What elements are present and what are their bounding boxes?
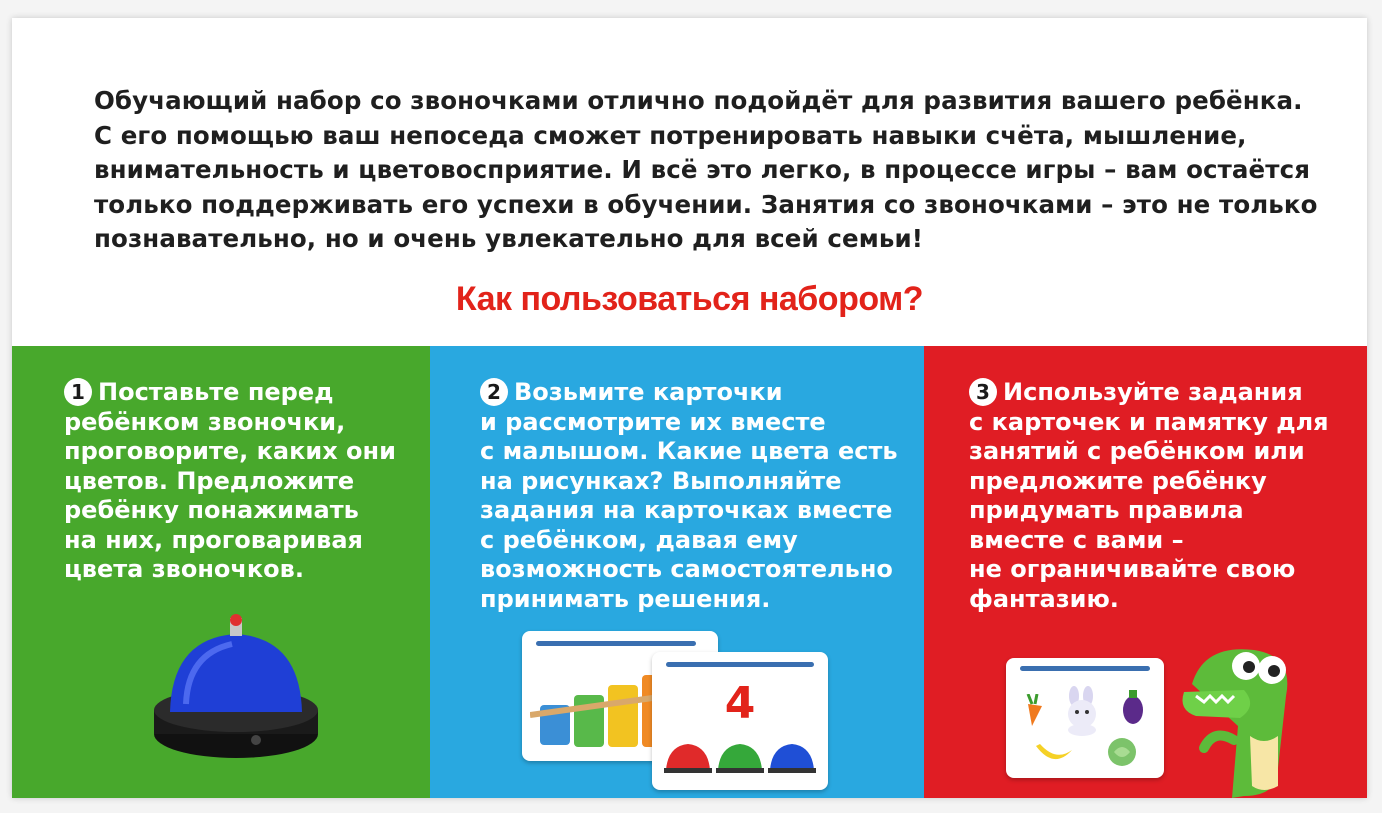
step-3-text: [969, 378, 1329, 614]
activity-card-number: [652, 652, 828, 790]
step-1-text: [64, 378, 396, 585]
step-line: Используйте задания: [1003, 378, 1303, 406]
intro-line: Обучающий набор со звоночками отлично подойдёт для развития вашего ребёнка.: [94, 86, 1303, 115]
usage-heading: Как пользоваться набором?: [455, 280, 924, 318]
step-line: фантазию.: [969, 584, 1119, 613]
step-line: с ребёнком, давая ему: [480, 525, 798, 554]
step-number-badge: 2: [480, 378, 508, 406]
step-line: вместе с вами –: [969, 525, 1184, 554]
step-line: цветов. Предложите: [64, 466, 355, 495]
cabbage-icon: [1106, 736, 1138, 768]
step-line: на них, проговаривая: [64, 525, 363, 554]
step-line: цвета звоночков.: [64, 555, 304, 583]
bell-icon: [662, 740, 818, 776]
step-line: возможность самостоятельно: [480, 555, 893, 583]
step-line: ребёнку понажимать: [64, 496, 359, 524]
step-line: предложите ребёнку: [969, 466, 1267, 495]
step-panel-3: [924, 346, 1367, 798]
step-line: с карточек и памятку для: [969, 407, 1329, 436]
package-back: [12, 18, 1367, 798]
step-line: придумать правила: [969, 496, 1244, 524]
step-line: ребёнком звоночки,: [64, 407, 346, 436]
step-panel-2: [430, 346, 924, 798]
step-line: занятий с ребёнком или: [969, 437, 1305, 465]
step-2-text: [480, 378, 898, 614]
card-digit: 4: [724, 678, 756, 729]
step-line: Поставьте перед: [98, 378, 334, 406]
banana-icon: [1034, 740, 1074, 768]
step-line: принимать решения.: [480, 584, 771, 613]
step-panel-1: [12, 346, 430, 798]
carrot-icon: [1020, 694, 1048, 728]
bunny-icon: [1060, 686, 1104, 736]
step-line: не ограничивайте свою: [969, 555, 1296, 583]
step-number-badge: 1: [64, 378, 92, 406]
intro-line: только поддерживать его успехи в обучении. Занятия со звоночками – это не только: [94, 189, 1318, 219]
eggplant-icon: [1120, 688, 1146, 726]
intro-text: [94, 84, 1318, 257]
activity-card-vegetables: [1006, 658, 1164, 778]
step-line: на рисунках? Выполняйте: [480, 466, 842, 495]
step-line: проговорите, каких они: [64, 437, 396, 465]
step-line: и рассмотрите их вместе: [480, 407, 826, 436]
intro-line: внимательность и цветовосприятие. И всё это легко, в процессе игры – вам остаётся: [94, 155, 1311, 184]
blue-bell-icon: [152, 614, 322, 764]
step-line: с малышом. Какие цвета есть: [480, 437, 898, 465]
intro-line: познавательно, но и очень увлекательно для всей семьи!: [94, 224, 924, 253]
intro-line: С его помощью ваш непоседа сможет потренировать навыки счёта, мышление,: [94, 120, 1247, 150]
step-number-badge: 3: [969, 378, 997, 406]
crocodile-icon: [1174, 636, 1314, 798]
step-line: задания на карточках вместе: [480, 496, 893, 524]
step-line: Возьмите карточки: [514, 378, 783, 406]
